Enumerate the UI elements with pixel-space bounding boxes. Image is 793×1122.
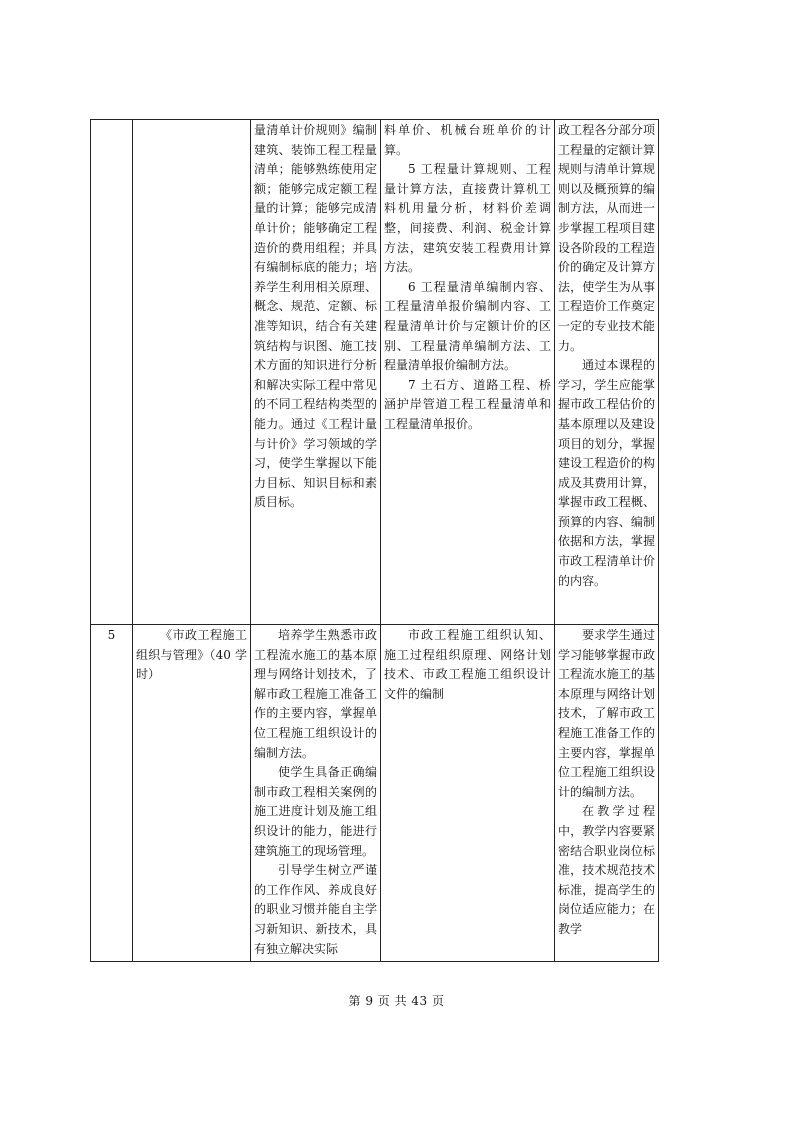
page-footer: 第 9 页 共 43 页 xyxy=(348,994,445,1008)
requirements-text: 在教学过程中，教学内容要紧密结合职业岗位标准，技术规范技术标准，提高学生的岗位适应能力；在教学 xyxy=(558,804,655,936)
number-cell: 5 xyxy=(91,625,133,962)
content-line: 6 工程量清单编制内容、工程量清单报价编制内容、工程量清单计价与定额计价的区别、工程量清单编制方法、工程量清单报价编制方法。 xyxy=(384,279,551,373)
content-cell xyxy=(381,120,555,625)
objectives-cell xyxy=(251,120,381,625)
table-row xyxy=(91,120,659,625)
requirements-cell xyxy=(555,625,659,962)
content-cell xyxy=(381,625,555,962)
requirements-text: 政工程各分部分项工程量的定额计算规则与清单计算规则以及概预算的编制方法，从而进一步掌握工程项目建设各阶段的工程造价的确定及计算方法，使学生为从事工程造价工作奠定一定的专业技术能力。 xyxy=(558,123,655,353)
content-line: 料单价、机械台班单价的计算。 xyxy=(384,123,551,157)
content-line: 5 工程量计算规则、工程量计算方法，直接费计算机工料机用量分析，材料价差调整，间接费、利润、税金计算方法，建筑安装工程费用计算方法。 xyxy=(384,162,551,275)
objectives-cell xyxy=(251,625,381,962)
objectives-text: 量清单计价规则》编制建筑、装饰工程工程量清单；能够熟练使用定额；能够完成定额工程量的计算；能够完成清单计价；能够确定工程造价的费用组程；并具有编制标底的能力；培养学生利用相关原理、概念、规范、定额、标准等知识，结合有关建筑结构与识图、施工技术方面的知识进行分析和解决实际工程中常见的不同工程结构类型的能力。通过《工程计量与计价》学习领域的学习，使学生掌握以下能力目标、知识目标和素质目标。 xyxy=(254,123,377,510)
table-row xyxy=(91,625,659,962)
content-text: 市政工程施工组织认知、施工过程组织原理、网络计划技术、市政工程施工组织设计文件的编制 xyxy=(384,628,551,701)
course-name: 《市政工程施工组织与管理》（40 学时） xyxy=(136,628,247,682)
curriculum-table xyxy=(90,119,659,962)
objectives-text: 使学生具备正确编制市政工程相关案例的施工进度计划及施工组织设计的能力，能进行建筑施工的现场管理。 xyxy=(254,765,377,858)
requirements-text: 要求学生通过学习能够掌握市政工程流水施工的基本原理与网络计划技术，了解市政工程施工准备工作的主要内容，掌握单位工程施工组织设计的编制方法。 xyxy=(558,628,655,799)
objectives-text: 培养学生熟悉市政工程流水施工的基本原理与网络计划技术，了解市政工程施工准备工作的主要内容，掌握单位工程施工组织设计的编制方法。 xyxy=(254,628,377,760)
objectives-text: 引导学生树立严谨的工作作风、养成良好的职业习惯并能自主学习新知识、新技术，具有独立解决实际 xyxy=(254,863,377,956)
course-cell xyxy=(133,120,251,625)
requirements-text: 通过本课程的学习，学生应能掌握市政工程估价的基本原理以及建设项目的划分，掌握建设工程造价的构成及其费用计算，掌握市政工程概、预算的内容、编制依据和方法，掌握市政工程清单计价的内容。 xyxy=(558,358,655,588)
number-cell xyxy=(91,120,133,625)
content-line: 7 土石方、道路工程、桥涵护岸管道工程工程量清单和工程量清单报价。 xyxy=(384,377,551,431)
requirements-cell xyxy=(555,120,659,625)
course-cell xyxy=(133,625,251,962)
